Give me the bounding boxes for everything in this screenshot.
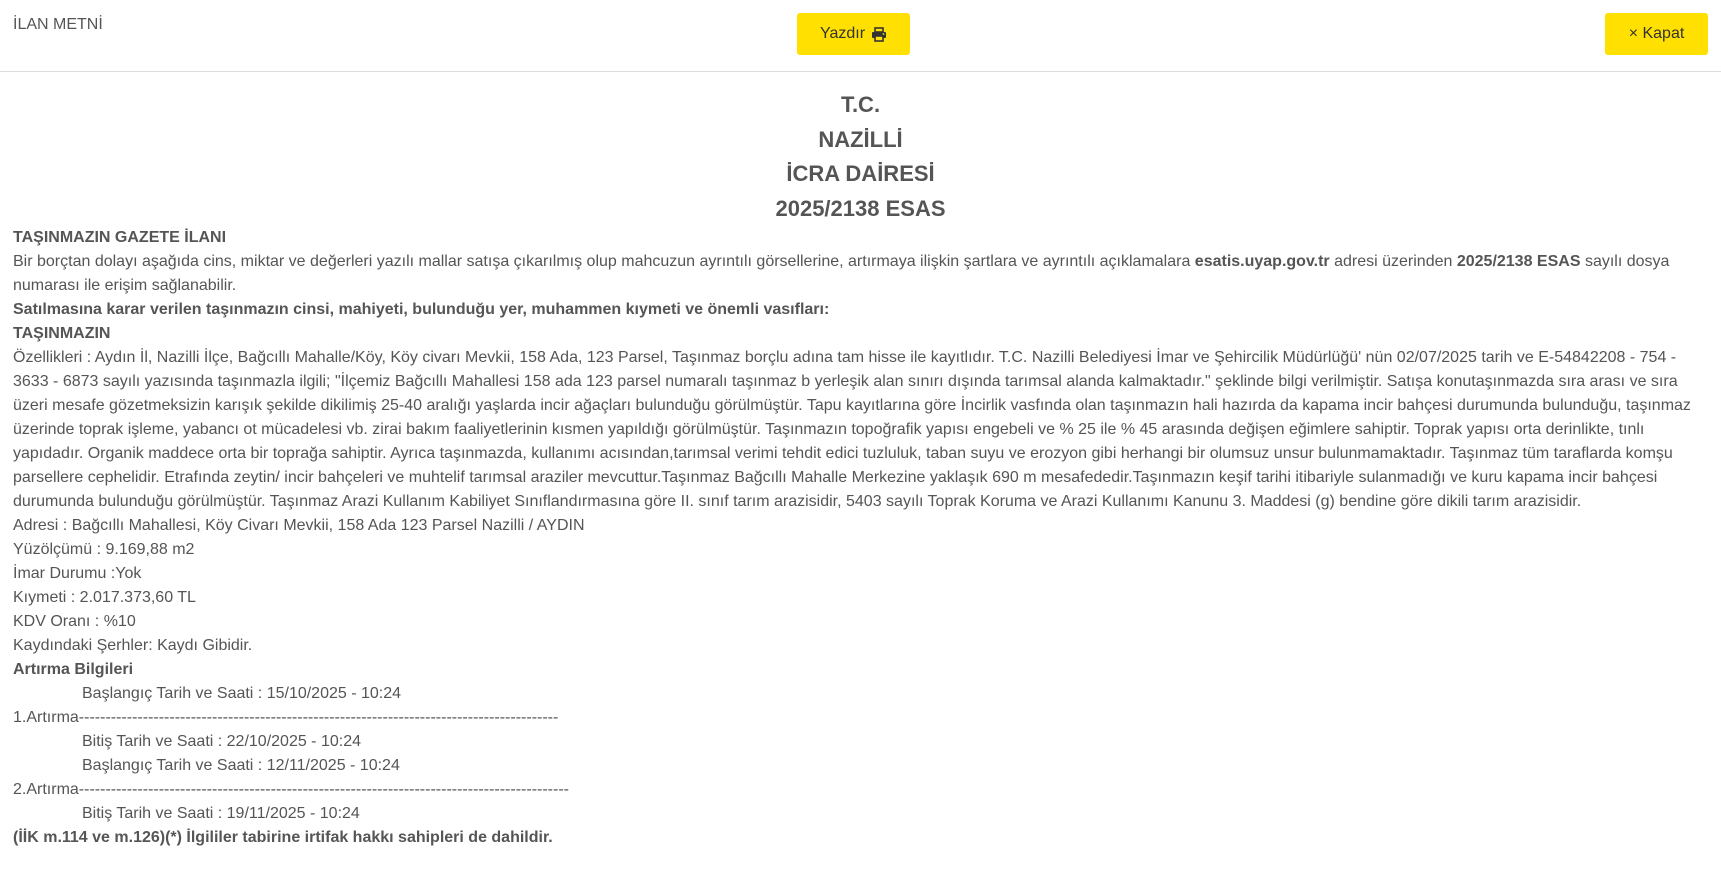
intro-paragraph — [13, 250, 1708, 298]
footnote: (İİK m.114 ve m.126)(*) İlgililer tabirine irtifak hakkı sahipleri de dahildir. — [13, 829, 553, 846]
value-line: Kıymeti : 2.017.373,60 TL — [13, 589, 196, 606]
section-title: TAŞINMAZIN GAZETE İLANI — [13, 229, 227, 246]
auction-row — [13, 706, 1708, 730]
property-label: TAŞINMAZIN — [13, 325, 111, 342]
zoning-line: İmar Durumu :Yok — [13, 565, 142, 582]
auction-start: Başlangıç Tarih ve Saati : 15/10/2025 - 10:24 — [82, 685, 402, 702]
features-paragraph: Özellikleri : Aydın İl, Nazilli İlçe, Bağcıllı Mahalle/Köy, Köy civarı Mevkii, 158 Ada, 123 Parsel, Taşınmaz borçlu adına tam hisse ile kayıtlıdır. T.C. Nazilli Belediyesi İmar ve Şehircilik Müdürlüğü' nün 02/07/2025 tarih ve E-54842208 - 754 - 3633 - 6873 sayılı yazısında taşınmazla ilgili; "İlçemiz Bağcıllı Mahallesi 158 ada 123 parsel numaralı taşınmaz b yerleşik alan sınırı dışında tarımsal alanda kalmaktadır." şeklinde bilgi verilmiştir. Satışa konutaşınmazda sıra arası ve sıra üzeri mesafe gözetmeksizin karışık şekilde dikilimiş 25-40 aralığı yaşlarda incir ağaçları bulunduğu görülmüştür. Tapu kayıtlarına göre İncirlik vasfında olan taşınmazın hali hazırda da kapama incir bahçesi durumunda bulunduğu, taşınmaz üzerinde toprak işleme, yabancı ot mücadelesi vb. zirai bakım faaliyetlerinin kısmen yapıldığı görülmüştür. Taşınmazın topoğrafik yapısı engebeli ve % 25 ile % 45 arasında değişen eğimlere sahiptir. Toprak yapısı orta derinlikte, tınlı yapıdadır. Organik maddece orta bir toprağa sahiptir. Ayrıca taşınmazda, kullanımı acısından,tarımsal verimi tehdit edici tuzluluk, taban suyu ve erozyon gibi herhangi bir olumsuz unsur bulunmamaktadır. Taşınmaz tüm taraflarda komşu parsellere cephelidir. Etrafında zeytin/ incir bahçeleri ve muhtelif tarımsal araziler mevcuttur.Taşınmaz Bağcıllı Mahalle Merkezine yaklaşık 690 m mesafededir.Taşınmazın keşif tarihi itibariyle sulanmadığı ve kuru kapama incir bahçesi durumunda bulunduğu görülmüştür. Taşınmaz Arazi Kullanım Kabiliyet Sınıflandırmasına göre II. sınıf tarım arazisidir, 5403 sayılı Toprak Koruma ve Arazi Kullanımı Kanunu 3. Maddesi (g) bendine göre dikili tarım arazisidir. — [13, 349, 1691, 510]
close-button[interactable]: × Kapat — [1605, 13, 1708, 55]
auction-start: Başlangıç Tarih ve Saati : 12/11/2025 - 10:24 — [82, 757, 400, 774]
heading-line: NAZİLLİ — [818, 126, 903, 152]
heading-line: 2025/2138 ESAS — [775, 195, 946, 221]
auction-end: Bitiş Tarih ve Saati : 22/10/2025 - 10:24 — [82, 733, 361, 750]
auction-dashes: -------------------------------------------------------------------------------------------- — [78, 781, 569, 798]
top-bar — [0, 0, 1721, 72]
encumbrances-line: Kaydındaki Şerhler: Kaydı Gibidir. — [13, 637, 253, 654]
auction-dashes: ------------------------------------------------------------------------------------------ — [78, 709, 559, 726]
print-button-label: Yazdır — [819, 25, 866, 42]
auction-end: Bitiş Tarih ve Saati : 19/11/2025 - 10:24 — [82, 805, 360, 822]
heading-line: T.C. — [840, 92, 881, 117]
printer-icon — [871, 27, 887, 42]
heading-line: İCRA DAİRESİ — [786, 161, 935, 186]
area-line: Yüzölçümü : 9.169,88 m2 — [13, 541, 195, 558]
site-address: esatis.uyap.gov.tr — [1194, 253, 1330, 270]
intro-text: Bir borçtan dolayı aşağıda cins, miktar ve değerleri yazılı mallar satışa çıkarılmış olup mahcuzun ayrıntılı görsellerine, artırmaya ilişkin şartlara ve ayrıntılı açıklamalara — [13, 253, 1195, 270]
auction-block — [13, 682, 1708, 754]
address-line: Adresi : Bağcıllı Mahallesi, Köy Civarı Mevkii, 158 Ada 123 Parsel Nazilli / AYDIN — [13, 517, 585, 534]
file-number: 2025/2138 ESAS — [1456, 253, 1581, 270]
intro-text: adresi üzerinden — [1329, 253, 1457, 270]
announcement-body — [0, 72, 1721, 850]
print-button[interactable] — [797, 13, 910, 55]
auction-block — [13, 754, 1708, 826]
auction-row — [13, 778, 1708, 802]
intro-text: sayılı dosya numarası ile erişim sağlanabilir. — [13, 253, 1670, 294]
auction-heading: Artırma Bilgileri — [13, 661, 134, 678]
auction-label: 1.Artırma — [13, 709, 79, 726]
document-heading — [13, 88, 1708, 226]
sale-heading: Satılmasına karar verilen taşınmazın cinsi, mahiyeti, bulunduğu yer, muhammen kıymeti ve önemli vasıfları: — [13, 301, 830, 318]
page-title: İLAN METNİ — [13, 16, 103, 33]
auction-label: 2.Artırma — [13, 781, 79, 798]
vat-line: KDV Oranı : %10 — [13, 613, 136, 630]
